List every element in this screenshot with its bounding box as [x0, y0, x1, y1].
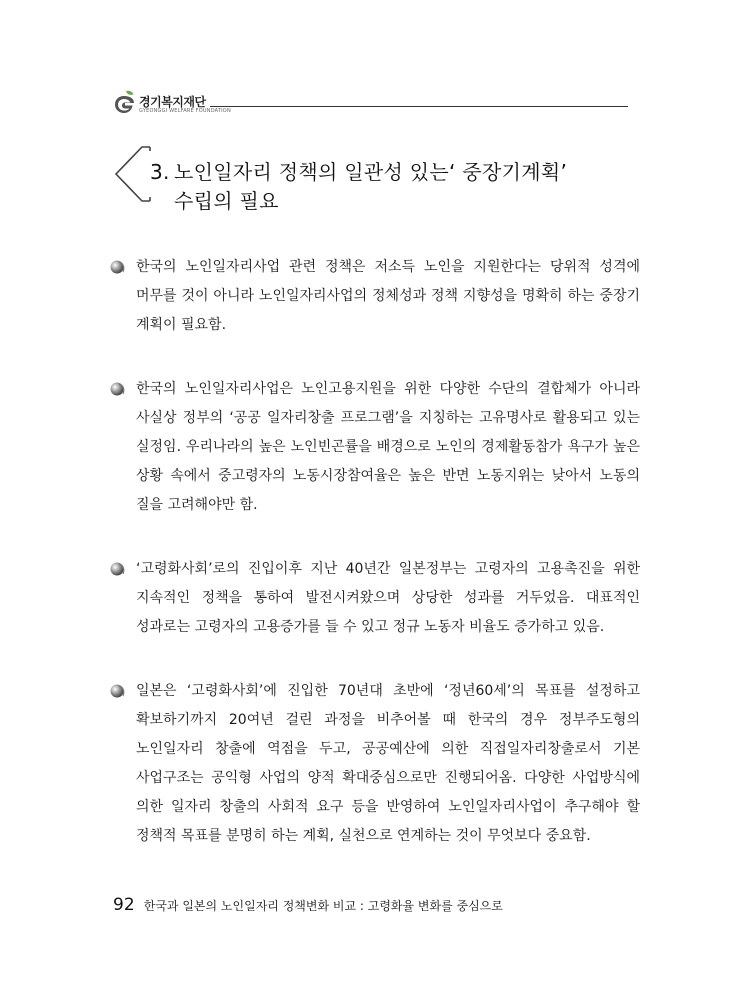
- sphere-bullet-icon: [110, 562, 126, 576]
- header-rule: [210, 106, 628, 107]
- paragraph-text: 한국의 노인일자리사업은 노인고용지원을 위한 다양한 수단의 결합체가 아니라 사실상 정부의 ‘공공 일자리창출 프로그램’을 지칭하는 고유명사로 활용되고 있는 실정임. 우리나라의 높은 노인빈곤률을 배경으로 노인의 경제활동참가 욕구가 높은 상황 속에서 중고령자의 노동시장참여율은 높은 반면 노동지위는 낮아서 노동의 질을 고려해야만 함.: [136, 381, 640, 513]
- page-number: 92: [113, 895, 135, 915]
- org-name: 경기복지재단: [139, 95, 206, 109]
- section-title-line1: 노인일자리 정책의 일관성 있는‘ 중장기계획’: [174, 160, 568, 184]
- paragraph-text: 일본은 ‘고령화사회’에 진입한 70년대 초반에 ‘정년60세’의 목표를 설정하고 확보하기까지 20여년 걸린 과정을 비추어볼 때 한국의 경우 정부주도형의 노인일자리 창출에 역점을 두고, 공공예산에 의한 직접일자리창출로서 기본 사업구조는 공익형 사업의 양적 확대중심으로만 진행되어옴. 다양한 사업방식에 의한 일자리 창출의 사회적 요구 등을 반영하여 노인일자리사업이 추구해야 할 정책적 목표를 분명히 하는 계획, 실천으로 연계하는 것이 무엇보다 중요함.: [136, 683, 640, 844]
- page-footer: [113, 895, 503, 915]
- paragraph-text: 한국의 노인일자리사업 관련 정책은 저소득 노인을 지원한다는 당위적 성격에 머무를 것이 아니라 노인일자리사업의 정체성과 정책 지향성을 명확히 하는 중장기 계획이 필요함.: [136, 259, 640, 333]
- bullet-list: [110, 253, 640, 851]
- footer-title: 한국과 일본의 노인일자리 정책변화 비교 : 고령화율 변화를 중심으로: [143, 899, 503, 913]
- bullet-paragraph: [110, 677, 640, 851]
- sphere-bullet-icon: [110, 260, 126, 274]
- bullet-paragraph: [110, 253, 640, 340]
- leaf-logo-icon: [113, 90, 135, 114]
- section-title: [150, 158, 650, 216]
- sphere-bullet-icon: [110, 684, 126, 698]
- paragraph-text: ‘고령화사회’로의 진입이후 지난 40년간 일본정부는 고령자의 고용촉진을 위한 지속적인 정책을 통하여 발전시켜왔으며 상당한 성과를 거두었음. 대표적인 성과로는 고령자의 고용증가를 들 수 있고 정규 노동자 비율도 증가하고 있음.: [136, 561, 640, 635]
- section-title-line2: 수립의 필요: [174, 189, 279, 213]
- sphere-bullet-icon: [110, 382, 126, 396]
- bullet-paragraph: [110, 375, 640, 520]
- section-number: 3.: [150, 160, 170, 184]
- org-subtitle: GYEONGGI WELFARE FOUNDATION: [139, 108, 231, 114]
- bullet-paragraph: [110, 555, 640, 642]
